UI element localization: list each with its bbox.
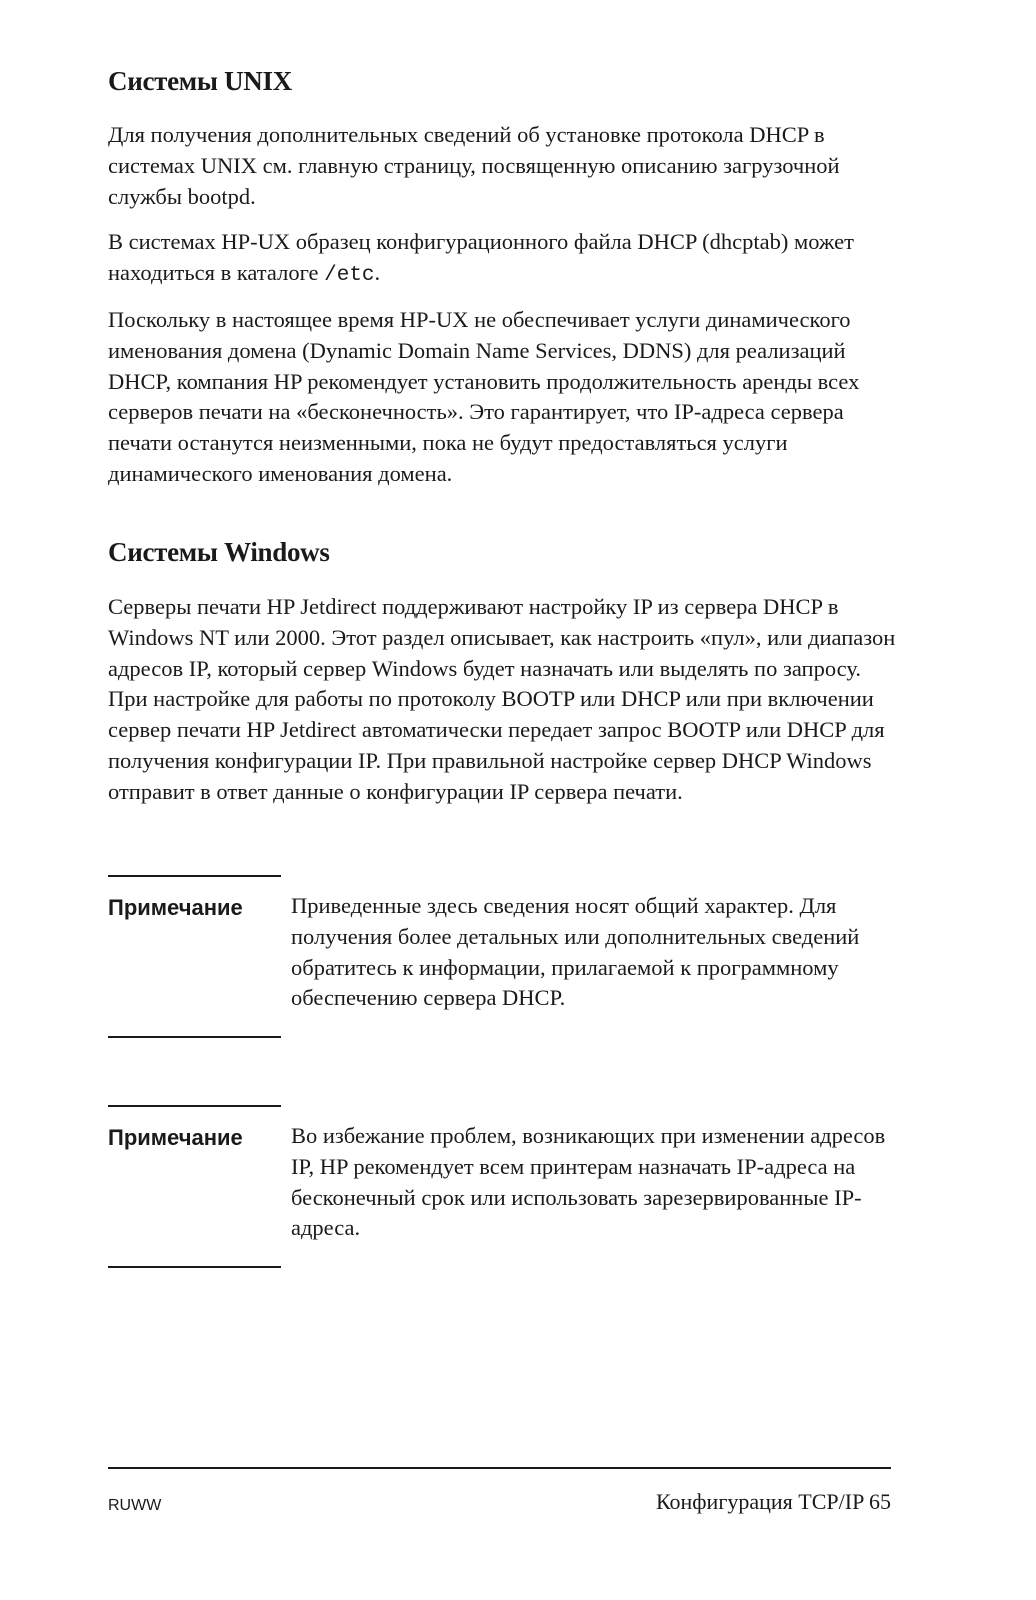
note-2-text: Во избежание проблем, возникающих при изменении адресов IP, HP рекомендует всем принтерам назначать IP-адреса на бесконечный срок или использовать зарезервированные IP-адреса. [291,1123,886,1241]
footer-locale-code: RUWW [108,1497,162,1514]
paragraph-unix-1: Для получения дополнительных сведений об установке протокола DHCP в системах UNIX см. главную страницу, посвященную описанию загрузочной службы bootpd. [108,122,840,209]
note-2-label: Примечание [108,1125,243,1150]
paragraph-unix-2-end: . [374,259,381,285]
paragraph-unix-2-text: В системах HP-UX образец конфигурационного файла DHCP (dhcptab) может находиться в каталоге [108,229,854,285]
paragraph-unix-2 [108,227,898,292]
section-heading-windows: Системы Windows [108,537,330,567]
footer-rule [108,1467,891,1469]
note-1-label: Примечание [108,895,243,920]
footer-page-title: Конфигурация TCP/IP 65 [655,1489,891,1514]
note-1-bottom-rule [108,1036,281,1038]
section-heading-unix: Системы UNIX [108,66,292,96]
paragraph-windows-1: Серверы печати HP Jetdirect поддерживают настройку IP из сервера DHCP в Windows NT или 2000. Этот раздел описывает, как настроить «пул», или диапазон адресов IP, который сервер Windows будет назначать или выделять по запросу. При настройке для работы по протоколу BOOTP или DHCP или при включении сервер печати HP Jetdirect автоматически передает запрос BOOTP или DHCP для получения конфигурации IP. При правильной настройке сервер DHCP Windows отправит в ответ данные о конфигурации IP сервера печати. [108,594,896,804]
paragraph-unix-3: Поскольку в настоящее время HP-UX не обеспечивает услуги динамического именования домена (Dynamic Domain Name Services, DDNS) для реализаций DHCP, компания HP рекомендует установить продолжительность аренды всех серверов печати на «бесконечность». Это гарантирует, что IP-адреса сервера печати останутся неизменными, пока не будут предоставляться услуги динамического именования домена. [108,307,860,486]
note-2-bottom-rule [108,1266,281,1268]
path-etc: /etc [324,263,375,287]
note-1-text: Приведенные здесь сведения носят общий характер. Для получения более детальных или дополнительных сведений обратитесь к информации, прилагаемой к программному обеспечению сервера DHCP. [291,893,860,1011]
note-2-top-rule [108,1105,281,1107]
note-1-top-rule [108,875,281,877]
